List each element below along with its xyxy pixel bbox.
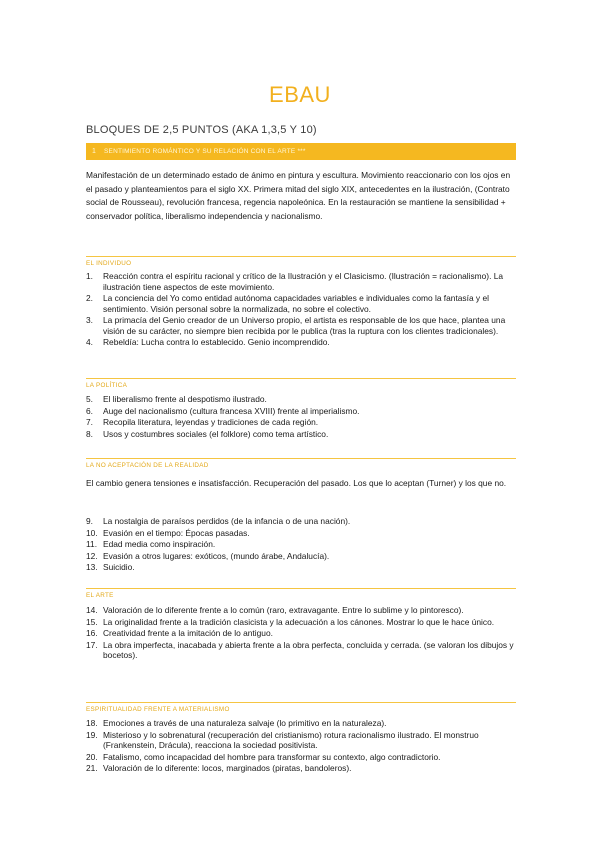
- list-item: [86, 605, 516, 616]
- list-item: [86, 417, 516, 428]
- item-text: La nostalgia de paraísos perdidos (de la infancia o de una nación).: [103, 516, 351, 526]
- item-text: Misterioso y lo sobrenatural (recuperación del cristianismo) rotura racionalismo ilustrado. El monstruo (Frankenstein, Drácula), reacciona la sociedad positivista.: [103, 729, 479, 750]
- list-item: [86, 315, 516, 336]
- list-realidad: [86, 516, 516, 574]
- list-item: [86, 516, 516, 527]
- list-item: [86, 640, 516, 661]
- item-text: La originalidad frente a la tradición clasicista y la adecuación a los cánones. Mostrar lo que le hace único.: [103, 616, 495, 627]
- list-item: [86, 293, 516, 314]
- list-item: [86, 528, 516, 539]
- list-item: [86, 730, 516, 751]
- item-text: Evasión a otros lugares: exóticos, (mundo árabe, Andalucía).: [103, 550, 330, 561]
- item-number: 15.: [86, 616, 98, 627]
- item-number: 2.: [86, 293, 93, 303]
- section-heading-politica: LA POLÍTICA: [86, 378, 516, 392]
- list-item: [86, 394, 516, 405]
- item-number: 8.: [86, 428, 93, 439]
- intro-paragraph: Manifestación de un determinado estado de ánimo en pintura y escultura. Movimiento reaccionario con los ojos en el pasado y planteamientos para el siglo XX. Primera mitad del siglo XIX, antecedentes en la ilustración, (Contrato social de Rousseau), revolución francesa, regencia napoleónica. En la restauración se mantiene la sensibilidad + conservador política, liberalismo independencia y nacionalismo.: [86, 170, 511, 221]
- item-number: 11.: [86, 539, 98, 549]
- list-espiritualidad: [86, 718, 516, 775]
- item-number: 18.: [86, 718, 98, 728]
- item-text: Edad media como inspiración.: [103, 539, 216, 549]
- list-item: [86, 551, 516, 562]
- item-number: 13.: [86, 562, 98, 572]
- item-text: La obra imperfecta, inacabada y abierta frente a la obra perfecta, concluida y cerrada. (se valoran los dibujos y bocetos).: [103, 639, 514, 660]
- item-number: 16.: [86, 628, 98, 638]
- item-text: Valoración de lo diferente frente a lo común (raro, extravagante. Entre lo sublime y lo pintoresco).: [103, 605, 464, 615]
- page-title: EBAU: [269, 82, 331, 107]
- item-text: Emociones a través de una naturaleza salvaje (lo primitivo en la naturaleza).: [103, 718, 387, 728]
- item-number: 20.: [86, 751, 98, 762]
- list-item: [86, 752, 516, 763]
- item-number: 6.: [86, 405, 93, 416]
- list-item: [86, 429, 516, 440]
- item-text: La primacía del Genio creador de un Universo propio, el artista es responsable de los que hace, plantea una visión de su carácter, no siempre bien recibida por le publica (tras la ruptura con los clientes tradicionales).: [103, 315, 506, 336]
- page-subtitle: BLOQUES DE 2,5 PUNTOS (AKA 1,3,5 Y 10): [86, 124, 317, 136]
- item-number: 21.: [86, 763, 98, 773]
- item-text: Usos y costumbres sociales (el folklore) como tema artístico.: [103, 428, 329, 439]
- item-number: 3.: [86, 315, 93, 325]
- item-text: Auge del nacionalismo (cultura francesa XVIII) frente al imperialismo.: [103, 405, 360, 416]
- item-text: Suicidio.: [103, 562, 135, 572]
- item-number: 5.: [86, 394, 93, 404]
- list-item: [86, 271, 516, 292]
- list-item: [86, 628, 516, 639]
- list-item: [86, 763, 516, 774]
- section-heading-realidad: LA NO ACEPTACIÓN DE LA REALIDAD: [86, 458, 516, 472]
- list-item: [86, 406, 516, 417]
- section-heading-individuo: EL INDIVIDUO: [86, 256, 516, 270]
- item-number: 19.: [86, 729, 98, 740]
- item-number: 12.: [86, 550, 98, 561]
- list-item: [86, 562, 516, 573]
- item-text: Reacción contra el espíritu racional y crítico de la Ilustración y el Clasicismo. (Ilustración = racionalismo). La ilustración tiene aspectos de este movimiento.: [103, 271, 504, 292]
- item-number: 17.: [86, 639, 98, 650]
- item-number: 1.: [86, 271, 93, 281]
- item-text: Rebeldía: Lucha contra lo establecido. Genio incomprendido.: [103, 337, 330, 347]
- item-number: 7.: [86, 417, 93, 427]
- list-item: [86, 539, 516, 550]
- item-number: 10.: [86, 527, 98, 538]
- item-number: 9.: [86, 516, 93, 526]
- list-item: [86, 718, 516, 729]
- list-item: [86, 337, 516, 348]
- section-heading-espiritualidad: ESPIRITUALIDAD FRENTE A MATERIALISMO: [86, 702, 516, 716]
- topic-title: SENTIMIENTO ROMÁNTICO Y SU RELACIÓN CON EL ARTE ***: [104, 148, 306, 155]
- item-text: Valoración de lo diferente: locos, marginados (piratas, bandoleros).: [103, 763, 352, 773]
- list-arte: [86, 605, 516, 662]
- section-heading-arte: EL ARTE: [86, 588, 516, 602]
- item-text: La conciencia del Yo como entidad autónoma capacidades variables e individuales como la fantasía y el sentimiento. Visión personal sobre la normalizada, no sobre el colectivo.: [103, 293, 489, 314]
- item-number: 14.: [86, 605, 98, 615]
- list-individuo: [86, 271, 516, 349]
- item-text: Evasión en el tiempo: Épocas pasadas.: [103, 527, 250, 538]
- section-paragraph: El cambio genera tensiones e insatisfacción. Recuperación del pasado. Los que lo aceptan (Turner) y los que no.: [86, 478, 507, 488]
- item-number: 4.: [86, 337, 93, 347]
- list-item: [86, 617, 516, 628]
- item-text: Fatalismo, como incapacidad del hombre para transformar su contexto, algo contradictorio.: [103, 751, 441, 762]
- item-text: Creatividad frente a la imitación de lo antiguo.: [103, 628, 273, 638]
- list-politica: [86, 394, 516, 440]
- topic-band: [86, 143, 516, 160]
- item-text: Recopila literatura, leyendas y tradiciones de cada región.: [103, 417, 319, 427]
- topic-number: 1: [92, 148, 97, 155]
- item-text: El liberalismo frente al despotismo ilustrado.: [103, 394, 267, 404]
